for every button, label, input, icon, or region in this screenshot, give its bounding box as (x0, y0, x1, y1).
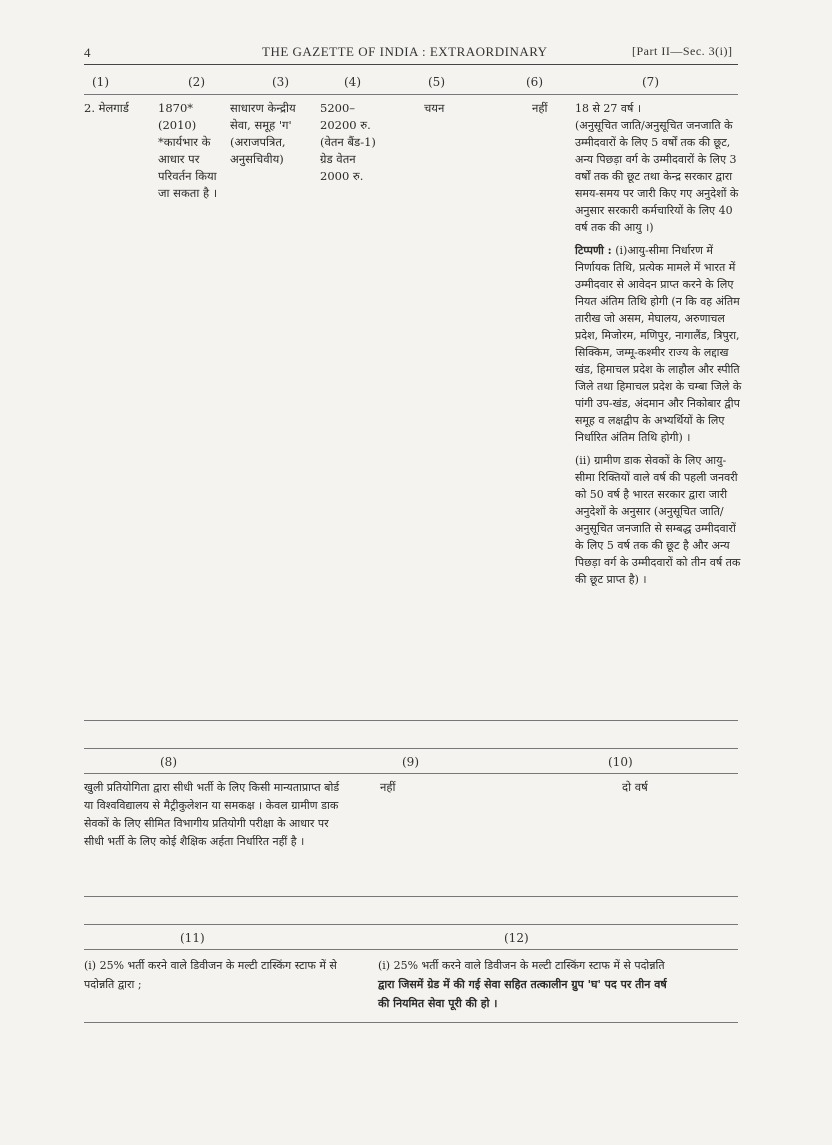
class-line: अनुसचिवीय) (230, 152, 284, 166)
page-number: 4 (84, 45, 91, 60)
pay-line: 2000 रु. (320, 169, 364, 183)
post-name: 2. मेलगार्ड (84, 101, 129, 115)
age-qualification-promotees: नहीं (380, 780, 396, 794)
posts-line: (2010) (158, 118, 197, 132)
note-1-text: (i)आयु-सीमा निर्धारण में निर्णायक तिथि, प्रत्येक मामले में भारत में उम्मीदवार से आवेदन प्राप्त करने के लिए नियत अंतिम तिथि होगी (न कि वह अंतिम तारीख जो असम, मेघालय, अरुणाचल प्रदेश, मिजोरम, मणिपुर, नागालैंड, त्रिपुरा, सिक्किम, जम्मू-कश्मीर राज्य के लद्दाख खंड, हिमाचल प्रदेश के लाहौल और स्पीति जिले तथा हिमाचल प्रदेश के चम्बा जिले के पांगी उप-खंड, अंदमान और निकोबार द्वीप समूह व लक्षद्वीप के अभ्यर्थियों के लिए निर्धारित अंतिम तिथि होगी) । (575, 244, 742, 444)
note-label: टिप्पणी : (575, 244, 612, 257)
table1-bottom-rule (84, 720, 738, 721)
col-head-9: (9) (402, 755, 419, 769)
pay-line: ग्रेड वेतन (320, 152, 356, 166)
col-head-11: (11) (180, 931, 205, 945)
age-limit (575, 100, 743, 594)
table3-top-rule (84, 924, 738, 925)
pay-line: 5200– (320, 101, 356, 115)
col-head-4: (4) (344, 75, 361, 89)
age-limit-main: 18 से 27 वर्ष । (575, 102, 642, 115)
posts-line: आधार पर (158, 152, 200, 166)
col-head-2: (2) (188, 75, 205, 89)
educational-qualification: खुली प्रतियोगिता द्वारा सीधी भर्ती के लिए किसी मान्यताप्राप्त बोर्ड या विश्वविद्यालय से मैट्रीकुलेशन या समकक्ष । केवल ग्रामीण डाक सेवकों के लिए सीमित विभागीय प्रतियोगी परीक्षा के आधार पर सीधी भर्ती के लिए कोई शैक्षिक अर्हता निर्धारित नहीं है । (84, 781, 340, 848)
col-head-6: (6) (526, 75, 543, 89)
table2-bottom-rule (84, 896, 738, 897)
added-years: नहीं (532, 101, 548, 115)
part-section: [Part II—Sec. 3(i)] (632, 44, 733, 58)
col-head-8: (8) (160, 755, 177, 769)
recruitment-method: (i) 25% भर्ती करने वाले डिवीजन के मल्टी टास्किंग स्टाफ में से पदोन्नति द्वारा ; (84, 959, 337, 991)
posts-line: परिवर्तन किया (158, 169, 217, 183)
table3-head-rule (84, 949, 738, 950)
age-limit-relaxation: (अनुसूचित जाति/अनुसूचित जनजाति के उम्मीदवारों के लिए 5 वर्षों तक की छूट, अन्य पिछड़ा वर्ग के उम्मीदवारों के लिए 3 वर्षों तक की छूट तथा केन्द्र सरकार द्वारा समय-समय पर जारी किए गए अनुदेशों के अनुसार सरकारी कर्मचारियों के लिए 40 वर्ष तक की आयु ।) (575, 119, 739, 234)
selection-method: चयन (424, 101, 445, 115)
probation-period: दो वर्ष (622, 780, 648, 794)
age-note-1 (575, 242, 743, 446)
col-head-10: (10) (608, 755, 633, 769)
promotion-grades (378, 956, 738, 1013)
class-line: साधारण केन्द्रीय (230, 101, 296, 115)
col-head-12: (12) (504, 931, 529, 945)
table3-bottom-rule (84, 1022, 738, 1023)
col-head-7: (7) (642, 75, 659, 89)
col-head-1: (1) (92, 75, 109, 89)
promotion-line: द्वारा जिसमें ग्रेड में की गई सेवा सहित तत्कालीन ग्रुप 'घ' पद पर तीन वर्ष (378, 978, 667, 991)
promotion-line: (i) 25% भर्ती करने वाले डिवीजन के मल्टी टास्किंग स्टाफ में से पदोन्नति (378, 959, 665, 972)
pay-line: (वेतन बैंड-1) (320, 135, 376, 149)
promotion-line: की नियमित सेवा पूरी की हो । (378, 997, 498, 1010)
classification (230, 100, 318, 168)
pay-line: 20200 रु. (320, 118, 371, 132)
col-head-5: (5) (428, 75, 445, 89)
posts-line: जा सकता है । (158, 186, 218, 200)
gazette-title: THE GAZETTE OF INDIA : EXTRAORDINARY (262, 44, 548, 59)
table2-head-rule (84, 773, 738, 774)
posts-line: *कार्यभार के (158, 135, 211, 149)
class-line: (अराजपत्रित, (230, 135, 286, 149)
header-rule (84, 64, 738, 65)
class-line: सेवा, समूह 'ग' (230, 118, 292, 132)
posts-line: 1870* (158, 101, 194, 115)
pay-scale (320, 100, 404, 185)
table2-top-rule (84, 748, 738, 749)
age-note-2: (ii) ग्रामीण डाक सेवकों के लिए आयु-सीमा रिक्तियों वाले वर्ष की पहली जनवरी को 50 वर्ष है भारत सरकार द्वारा जारी अनुदेशों के अनुसार (अनुसूचित जाति/अनुसूचित जनजाति से सम्बद्ध उम्मीदवारों के लिए 5 वर्ष तक की छूट है और अन्य पिछड़ा वर्ग के उम्मीदवारों को तीन वर्ष तक की छूट प्राप्त है) । (575, 454, 741, 586)
col-head-3: (3) (272, 75, 289, 89)
table1-head-rule (84, 94, 738, 95)
number-of-posts (158, 100, 228, 202)
